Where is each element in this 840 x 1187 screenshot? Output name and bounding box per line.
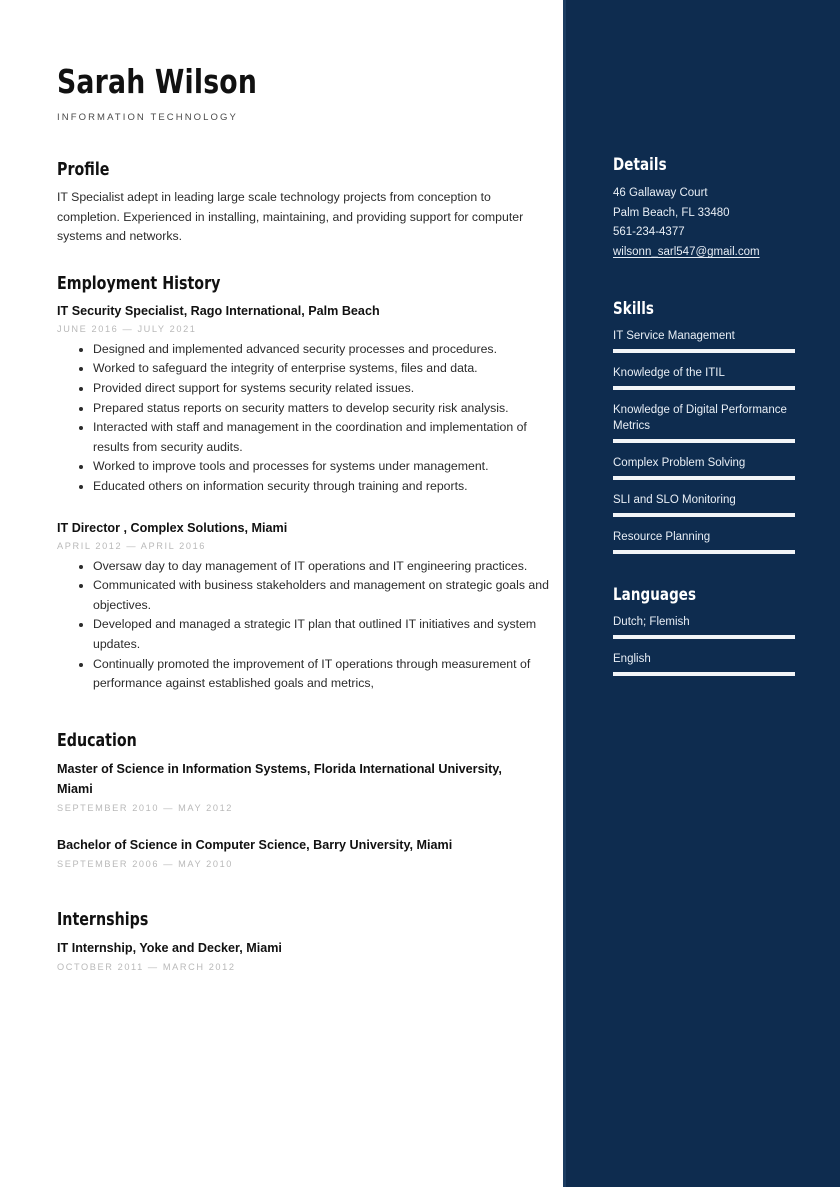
education-entry xyxy=(57,759,563,813)
job-bullet: Interacted with staff and management in the coordination and implementation of results from security audits. xyxy=(79,418,559,457)
job-bullet-list xyxy=(57,557,559,694)
skill-label: Knowledge of Digital Performance Metrics xyxy=(613,403,787,432)
job-subtitle: INFORMATION TECHNOLOGY xyxy=(57,112,238,123)
profile-heading: Profile xyxy=(57,159,110,180)
internship-title: IT Internship, Yoke and Decker, Miami xyxy=(57,940,282,955)
skill-level-bar xyxy=(613,550,795,554)
profile-section xyxy=(57,159,563,247)
language-item xyxy=(613,614,795,639)
skill-label: Complex Problem Solving xyxy=(613,456,746,469)
internships-heading: Internships xyxy=(57,908,149,930)
job-dates: APRIL 2012 — APRIL 2016 xyxy=(57,540,206,551)
internship-dates: OCTOBER 2011 — MARCH 2012 xyxy=(57,961,236,972)
job-bullet: Continually promoted the improvement of IT operations through measurement of performance against established goals and metrics, xyxy=(79,655,559,694)
details-section xyxy=(613,155,795,263)
employment-section xyxy=(57,273,563,694)
education-dates: SEPTEMBER 2010 — MAY 2012 xyxy=(57,802,234,813)
job-bullet-list xyxy=(57,340,559,497)
skill-item xyxy=(613,492,795,517)
phone-number[interactable]: 561-234-4377 xyxy=(613,226,685,239)
skill-label: Resource Planning xyxy=(613,530,711,543)
address-line-1: 46 Gallaway Court xyxy=(613,187,708,199)
language-label: English xyxy=(613,652,651,665)
job-title: IT Director , Complex Solutions, Miami xyxy=(57,520,288,535)
language-level-bar xyxy=(613,635,795,639)
job-bullet: Worked to improve tools and processes for systems under management. xyxy=(79,457,559,477)
job-bullet: Worked to safeguard the integrity of enterprise systems, files and data. xyxy=(79,359,559,379)
job-bullet: Designed and implemented advanced security processes and procedures. xyxy=(79,340,559,360)
email-link[interactable]: wilsonn_sarl547@gmail.com xyxy=(613,246,760,259)
skill-label: SLI and SLO Monitoring xyxy=(613,493,736,506)
sidebar xyxy=(563,0,840,1187)
skill-item xyxy=(613,529,795,554)
education-dates: SEPTEMBER 2006 — MAY 2010 xyxy=(57,858,234,869)
skills-section xyxy=(613,299,795,554)
skill-item xyxy=(613,365,795,390)
education-title: Master of Science in Information Systems, Florida International University, Miami xyxy=(57,761,502,796)
skill-level-bar xyxy=(613,386,795,390)
skill-label: Knowledge of the ITIL xyxy=(613,366,725,379)
language-label: Dutch; Flemish xyxy=(613,615,690,628)
employment-entry xyxy=(57,302,563,497)
skill-level-bar xyxy=(613,476,795,480)
job-bullet: Communicated with business stakeholders and management on strategic goals and objectives. xyxy=(79,576,559,615)
address-line-2: Palm Beach, FL 33480 xyxy=(613,206,730,219)
employment-heading: Employment History xyxy=(57,272,221,294)
job-title: IT Security Specialist, Rago International, Palm Beach xyxy=(57,303,380,318)
skill-item xyxy=(613,455,795,480)
education-entry xyxy=(57,835,563,869)
details-heading: Details xyxy=(613,155,667,175)
job-bullet: Educated others on information security through training and reports. xyxy=(79,477,559,497)
skill-level-bar xyxy=(613,439,795,443)
language-level-bar xyxy=(613,672,795,676)
skill-level-bar xyxy=(613,513,795,517)
internship-entry xyxy=(57,938,563,972)
job-dates: JUNE 2016 — JULY 2021 xyxy=(57,323,197,334)
skill-item xyxy=(613,402,795,443)
page-title: Sarah Wilson xyxy=(57,62,258,101)
education-section xyxy=(57,730,563,869)
languages-heading: Languages xyxy=(613,584,697,605)
languages-section xyxy=(613,585,795,676)
education-heading: Education xyxy=(57,729,137,751)
sidebar-edge-line xyxy=(563,0,566,1187)
education-title: Bachelor of Science in Computer Science, Barry University, Miami xyxy=(57,837,453,852)
profile-text: IT Specialist adept in leading large scale technology projects from conception to completion. Experienced in installing, maintaining, and providing support for computer systems and networks. xyxy=(57,190,524,244)
skill-item xyxy=(613,328,795,353)
job-bullet: Prepared status reports on security matters to develop security risk analysis. xyxy=(79,399,559,419)
job-bullet: Developed and managed a strategic IT plan that outlined IT initiatives and system updates. xyxy=(79,615,559,654)
language-item xyxy=(613,651,795,676)
job-bullet: Provided direct support for systems security related issues. xyxy=(79,379,559,399)
skill-level-bar xyxy=(613,349,795,353)
job-bullet: Oversaw day to day management of IT operations and IT engineering practices. xyxy=(79,557,559,577)
skills-heading: Skills xyxy=(613,298,655,319)
skill-label: IT Service Management xyxy=(613,329,735,342)
internships-section xyxy=(57,909,563,972)
employment-entry xyxy=(57,519,563,694)
